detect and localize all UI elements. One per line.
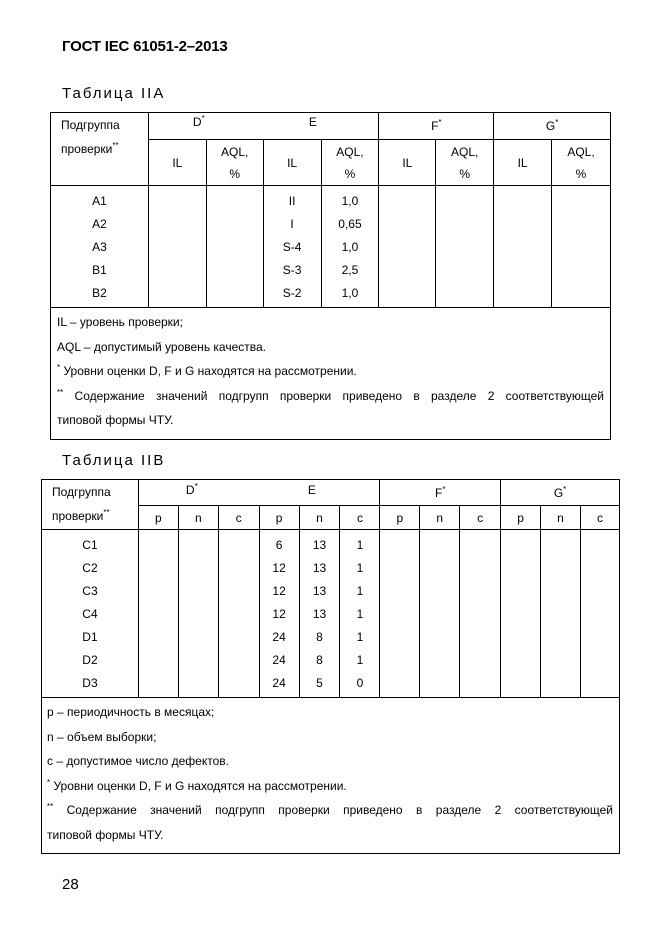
sub-aql-f: AQL, % — [436, 140, 494, 186]
table-b-caption: Таблица IIB — [62, 452, 166, 469]
note-line: p – периодичность в месяцах; — [47, 705, 215, 719]
table-row: C4 12 13 1 — [42, 602, 620, 625]
group-f-label: F* — [379, 113, 494, 140]
table-row: D3 24 5 0 — [42, 671, 620, 698]
table-row: A3 S-4 1,0 — [51, 235, 611, 258]
sub-c: c — [460, 506, 501, 530]
group-column-header — [42, 480, 139, 530]
group-header-line2: проверки — [52, 509, 104, 523]
sub-il-f: IL — [379, 140, 436, 186]
document-header: ГОСТ IEC 61051-2–2013 — [62, 38, 228, 55]
note-line: типовой формы ЧТУ. — [47, 827, 164, 842]
sub-il-e: IL — [263, 140, 321, 186]
table-row: C2 12 13 1 — [42, 556, 620, 579]
table-row: C1 6 13 1 — [42, 530, 620, 557]
note-line: ** Содержание значений подгрупп проверки приведено в разделе 2 соответствующей — [47, 802, 613, 817]
table-a-caption: Таблица IIA — [62, 85, 166, 102]
table-row: B2 S-2 1,0 — [51, 281, 611, 308]
group-header-line1: Подгруппа — [52, 485, 111, 499]
group-header-line1: Подгруппа — [61, 118, 120, 132]
sub-aql-e: AQL, % — [321, 140, 379, 186]
sub-p: p — [138, 506, 178, 530]
table-row: A1 II 1,0 — [51, 186, 611, 213]
note-line: IL – уровень проверки; — [57, 315, 183, 329]
note-line: AQL – допустимый уровень качества. — [57, 339, 266, 354]
table-a — [50, 112, 611, 440]
page-number: 28 — [62, 876, 79, 893]
note-line: ** Содержание значений подгрупп проверки приведено в разделе 2 соответствующей — [57, 387, 604, 403]
group-header-mark: ** — [112, 141, 119, 150]
group-e-label: E — [308, 115, 317, 129]
group-f-label: F* — [380, 480, 501, 506]
table-row: D2 24 8 1 — [42, 648, 620, 671]
sub-n: n — [420, 506, 460, 530]
group-g-label: G* — [501, 480, 620, 506]
table-a-notes — [51, 308, 611, 440]
table-b-notes — [42, 698, 620, 854]
table-row: A2 I 0,65 — [51, 212, 611, 235]
sub-p: p — [380, 506, 420, 530]
note-line: * Уровни оценки D, F и G находятся на рассмотрении. — [47, 777, 347, 793]
group-g-label: G* — [494, 113, 611, 140]
sub-p: p — [259, 506, 299, 530]
note-line: типовой формы ЧТУ. — [57, 413, 174, 427]
groups-d-e-header — [138, 480, 379, 506]
note-line: * Уровни оценки D, F и G находятся на рассмотрении. — [57, 363, 357, 378]
sub-c: c — [340, 506, 380, 530]
sub-aql-d: AQL, % — [206, 140, 263, 186]
group-header-mark: ** — [103, 508, 110, 517]
sub-n: n — [541, 506, 581, 530]
groups-d-e-header — [148, 113, 379, 140]
sub-p: p — [501, 506, 541, 530]
group-e-label: E — [307, 483, 316, 497]
note-line: n – объем выборки; — [47, 729, 157, 744]
sub-il-g: IL — [494, 140, 552, 186]
sub-c: c — [218, 506, 259, 530]
group-column-header — [51, 113, 149, 186]
note-line: c – допустимое число дефектов. — [47, 754, 229, 768]
group-d-label: D* — [192, 114, 205, 129]
group-header-line2: проверки — [61, 142, 113, 156]
table-row: C3 12 13 1 — [42, 579, 620, 602]
sub-n: n — [178, 506, 218, 530]
sub-c: c — [580, 506, 619, 530]
sub-aql-g: AQL, % — [552, 140, 611, 186]
table-row: B1 S-3 2,5 — [51, 258, 611, 281]
sub-il-d: IL — [148, 140, 206, 186]
table-row: D1 24 8 1 — [42, 625, 620, 648]
sub-n: n — [299, 506, 340, 530]
group-d-label: D* — [185, 482, 198, 497]
table-b — [41, 479, 620, 854]
